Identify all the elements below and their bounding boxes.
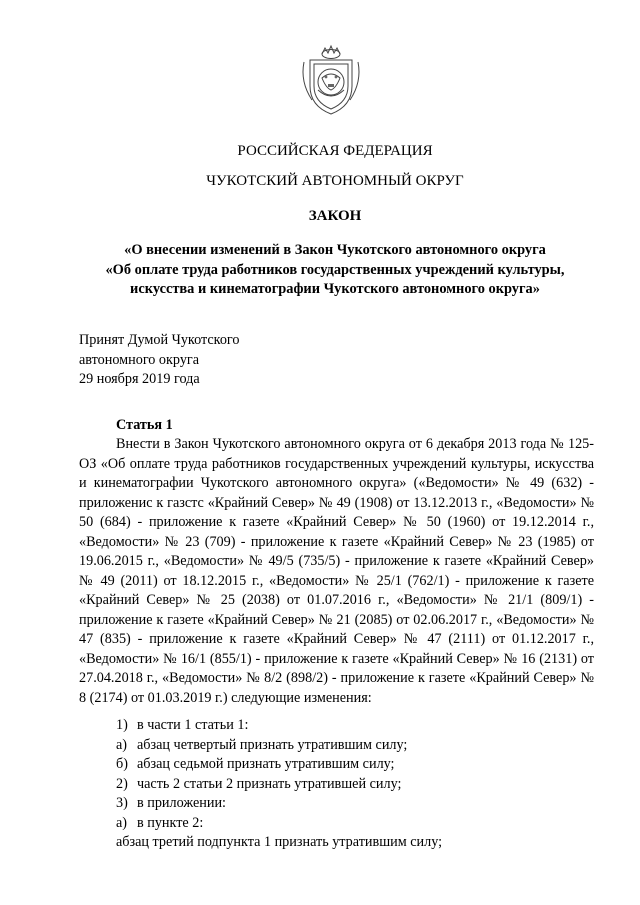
adoption-line: Принят Думой Чукотского [79,332,240,348]
amendments-list [79,716,594,853]
list-marker: 2) [116,775,128,792]
law-title [60,241,610,300]
coat-of-arms-emblem [296,44,366,116]
list-marker: а) [116,736,128,753]
list-item [79,775,594,795]
list-marker: 3) [116,795,128,811]
list-text: абзац третий подпункта 1 признать утратившим силу; [116,834,443,850]
list-text: в приложении: [137,795,226,811]
adoption-date: 29 ноября 2019 года [79,371,200,387]
list-item [79,833,594,853]
list-marker: б) [116,756,128,772]
doc-type-heading: ЗАКОН [308,208,362,224]
list-item [79,814,594,834]
list-item [79,794,594,814]
list-text: часть 2 статьи 2 признать утратившей силу; [137,775,402,792]
adoption-block [79,331,329,390]
adoption-line: автономного округа [79,351,200,368]
region-heading: ЧУКОТСКИЙ АВТОНОМНЫЙ ОКРУГ [206,173,464,189]
list-text: в пункте 2: [137,814,204,831]
list-item [79,716,594,736]
article-heading: Статья 1 [116,417,173,433]
list-item [79,736,594,756]
law-title-line: искусства и кинематографии Чукотского автономного округа» [130,281,540,297]
country-heading: РОССИЙСКАЯ ФЕДЕРАЦИЯ [237,143,433,159]
law-title-line: «О внесении изменений в Закон Чукотского автономного округа [124,242,546,258]
list-text: абзац седьмой признать утратившим силу; [137,756,395,772]
list-marker: а) [116,814,128,831]
law-title-line: «Об оплате труда работников государственных учреждений культуры, [105,261,565,278]
article-body: Внести в Закон Чукотского автономного округа от 6 декабря 2013 года № 125-ОЗ «Об оплате труда работников государственных учреждений культуры, искусства и кинематографии Чукотского автономного округа» («Ведомости» № 49 (632) - приложенис к газстс «Крайний Север» № 49 (1908) от 13.12.2013 г., «Ведомости» № 50 (684) - приложение к газете «Крайний Север» № 50 (1960) от 19.12.2014 г., «Ведомости» № 23 (709) - приложение к газете «Крайний Север» № 23 (1985) от 19.06.2015 г., «Ведомости» № 49/5 (735/5) - приложение к газете «Крайний Север» № 49 (2011) от 18.12.2015 г., «Ведомости» № 25/1 (762/1) - приложение к газете «Крайний Север» № 25 (2038) от 01.07.2016 г., «Ведомости» № 21/1 (809/1) - приложение к газете «Крайний Север» № 21 (2085) от 02.06.2017 г., «Ведомости» № 47 (835) - приложение к газете «Крайний Север» № 47 (2111) от 01.12.2017 г., «Ведомости» № 16/1 (855/1) - приложение к газете «Крайний Север» № 16 (2131) от 27.04.2018 г., «Ведомости» № 8/2 (898/2) - приложение к газете «Крайний Север» № 8 (2174) от 01.03.2019 г.) следующие изменения: [79,436,594,706]
list-text: в части 1 статьи 1: [137,717,249,733]
list-item [79,755,594,775]
list-marker: 1) [116,717,128,733]
list-text: абзац четвертый признать утратившим силу; [137,736,408,753]
